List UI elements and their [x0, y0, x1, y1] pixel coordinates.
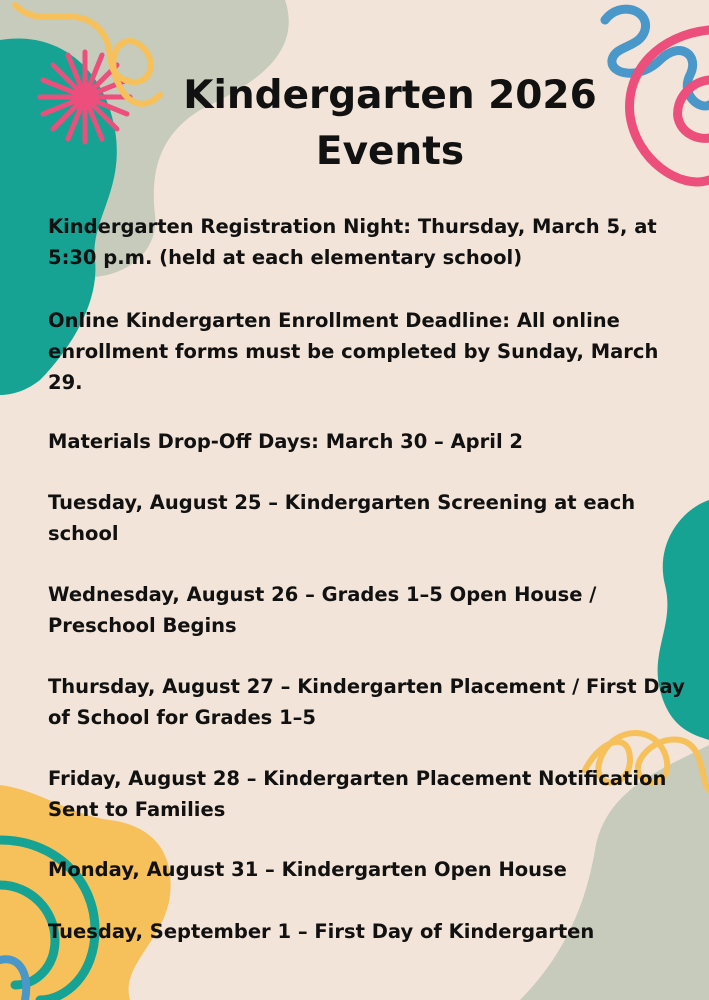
event-item: Friday, August 28 – Kindergarten Placement Notification Sent to Families — [48, 767, 667, 821]
page-title: Kindergarten 2026 Events — [183, 73, 597, 174]
event-item: Thursday, August 27 – Kindergarten Placement / First Day of School for Grades 1–5 — [48, 675, 685, 729]
event-item: Tuesday, August 25 – Kindergarten Screening at each school — [48, 491, 636, 545]
event-item: Online Kindergarten Enrollment Deadline: All online enrollment forms must be completed by Sunday, March 29. — [48, 309, 659, 394]
event-item: Tuesday, September 1 – First Day of Kindergarten — [48, 920, 595, 943]
event-item: Monday, August 31 – Kindergarten Open House — [48, 858, 567, 881]
event-item: Kindergarten Registration Night: Thursday, March 5, at 5:30 p.m. (held at each elementary school) — [48, 215, 657, 269]
event-item: Wednesday, August 26 – Grades 1–5 Open House / Preschool Begins — [48, 583, 597, 637]
event-item: Materials Drop-Off Days: March 30 – April 2 — [48, 430, 523, 453]
